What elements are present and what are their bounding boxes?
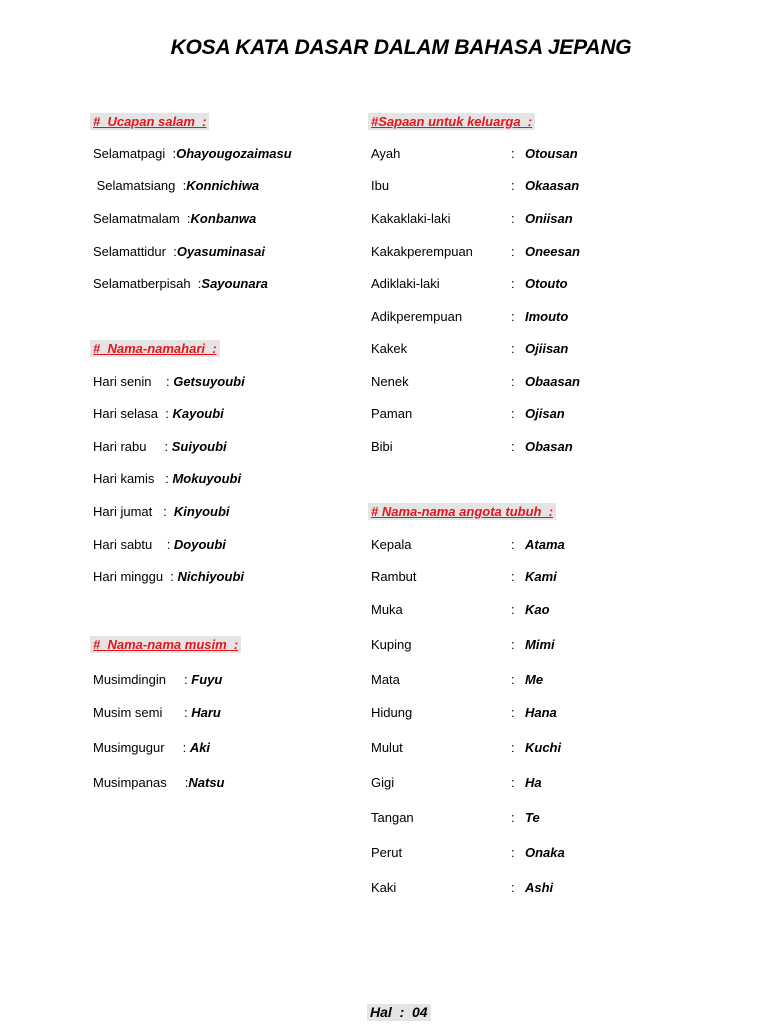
greeting-label: Selamatmalam : — [93, 211, 191, 226]
greeting-value: Ohayougozaimasu — [176, 146, 292, 161]
season-label: Musimpanas : — [93, 775, 189, 790]
family-value: Ojisan — [525, 406, 565, 421]
colon: : — [511, 341, 515, 356]
day-label: Hari sabtu : — [93, 537, 174, 552]
day-value: Doyoubi — [173, 537, 226, 552]
colon: : — [511, 439, 515, 454]
body-part-label: Tangan — [371, 810, 414, 825]
body-part-row — [371, 704, 557, 721]
body-part-value: Mimi — [525, 637, 555, 652]
season-value: Natsu — [188, 775, 225, 790]
body-part-value: Kami — [525, 569, 557, 584]
family-row — [371, 145, 578, 162]
body-part-value: Hana — [525, 705, 557, 720]
colon: : — [511, 637, 515, 652]
greeting-row — [93, 243, 265, 260]
season-label: Musimgugur : — [93, 740, 190, 755]
body-part-value: Ha — [525, 775, 542, 790]
family-value: Obasan — [525, 439, 573, 454]
colon: : — [511, 672, 515, 687]
colon: : — [511, 244, 515, 259]
body-part-label: Kaki — [371, 880, 397, 895]
body-part-label: Kepala — [371, 537, 412, 552]
family-label: Ayah — [371, 146, 401, 161]
family-value: Obaasan — [525, 374, 580, 389]
greeting-row — [93, 210, 256, 227]
day-row — [93, 373, 245, 390]
body-part-row — [371, 739, 562, 756]
body-part-value: Ashi — [525, 880, 554, 895]
section-heading-family: #Sapaan untuk keluarga : — [368, 113, 535, 130]
greeting-label: Selamattidur : — [93, 244, 177, 259]
family-value: Imouto — [525, 309, 569, 324]
family-row — [371, 308, 569, 325]
day-label: Hari senin : — [93, 374, 174, 389]
body-part-row — [371, 568, 557, 585]
family-label: Kakaklaki-laki — [371, 211, 451, 226]
day-row — [93, 568, 244, 585]
body-part-row — [371, 844, 565, 861]
body-part-value: Kao — [525, 602, 550, 617]
body-part-row — [371, 536, 565, 553]
season-value: Fuyu — [191, 672, 223, 687]
page-title: KOSA KATA DASAR DALAM BAHASA JEPANG — [170, 36, 632, 59]
greeting-row — [93, 275, 268, 292]
colon: : — [511, 406, 515, 421]
colon: : — [511, 740, 515, 755]
family-value: Oniisan — [525, 211, 573, 226]
body-part-label: Perut — [371, 845, 403, 860]
body-part-value: Te — [525, 810, 540, 825]
season-label: Musimdingin : — [93, 672, 192, 687]
family-row — [371, 373, 580, 390]
section-heading-seasons: # Nama-nama musim : — [90, 636, 241, 653]
greeting-value: Oyasuminasai — [176, 244, 265, 259]
colon: : — [511, 537, 515, 552]
colon: : — [511, 880, 515, 895]
body-part-row — [371, 809, 540, 826]
family-label: Nenek — [371, 374, 409, 389]
body-part-row — [371, 774, 542, 791]
body-part-row — [371, 671, 544, 688]
season-value: Aki — [189, 740, 211, 755]
body-part-label: Mata — [371, 672, 400, 687]
greeting-value: Sayounara — [201, 276, 268, 291]
body-part-label: Muka — [371, 602, 403, 617]
greeting-value: Konbanwa — [190, 211, 257, 226]
family-label: Kakek — [371, 341, 408, 356]
colon: : — [511, 810, 515, 825]
colon: : — [511, 276, 515, 291]
season-row — [93, 774, 225, 791]
family-value: Okaasan — [525, 178, 580, 193]
family-value: Otousan — [525, 146, 578, 161]
body-part-value: Kuchi — [525, 740, 562, 755]
season-label: Musim semi : — [93, 705, 192, 720]
family-value: Otouto — [525, 276, 568, 291]
greeting-label: Selamatpagi : — [93, 146, 177, 161]
family-label: Adikperempuan — [371, 309, 463, 324]
body-part-row — [371, 601, 550, 618]
body-part-value: Me — [525, 672, 544, 687]
family-label: Adiklaki-laki — [371, 276, 440, 291]
section-heading-days: # Nama-namahari : — [90, 340, 220, 357]
day-value: Kayoubi — [172, 406, 224, 421]
season-value: Haru — [191, 705, 221, 720]
family-value: Oneesan — [525, 244, 580, 259]
body-part-label: Mulut — [371, 740, 403, 755]
day-value: Nichiyoubi — [177, 569, 244, 584]
colon: : — [511, 374, 515, 389]
family-row — [371, 275, 568, 292]
day-row — [93, 503, 230, 520]
greeting-label: Selamatberpisah : — [93, 276, 202, 291]
body-part-label: Kuping — [371, 637, 412, 652]
colon: : — [511, 211, 515, 226]
day-row — [93, 405, 224, 422]
colon: : — [511, 845, 515, 860]
body-part-label: Gigi — [371, 775, 395, 790]
family-row — [371, 405, 565, 422]
greeting-row — [93, 145, 292, 162]
section-heading-body: # Nama-nama angota tubuh : — [368, 503, 556, 520]
colon: : — [511, 705, 515, 720]
day-label: Hari jumat : — [93, 504, 174, 519]
section-heading-greetings: # Ucapan salam : — [90, 113, 209, 130]
body-part-value: Onaka — [525, 845, 565, 860]
family-row — [371, 210, 573, 227]
day-row — [93, 438, 227, 455]
colon: : — [511, 309, 515, 324]
colon: : — [511, 775, 515, 790]
day-label: Hari rabu : — [93, 439, 172, 454]
season-row — [93, 704, 221, 721]
family-row — [371, 177, 580, 194]
body-part-value: Atama — [525, 537, 565, 552]
colon: : — [511, 146, 515, 161]
day-value: Mokuyoubi — [172, 471, 242, 486]
day-value: Getsuyoubi — [173, 374, 245, 389]
body-part-row — [371, 636, 555, 653]
body-part-row — [371, 879, 554, 896]
family-value: Ojiisan — [525, 341, 569, 356]
family-row — [371, 340, 569, 357]
family-row — [371, 243, 580, 260]
family-label: Bibi — [371, 439, 393, 454]
family-label: Kakakperempuan — [371, 244, 473, 259]
day-row — [93, 470, 241, 487]
family-label: Paman — [371, 406, 413, 421]
colon: : — [511, 569, 515, 584]
family-label: Ibu — [371, 178, 390, 193]
season-row — [93, 739, 210, 756]
day-label: Hari minggu : — [93, 569, 178, 584]
greeting-row — [93, 177, 259, 194]
colon: : — [511, 602, 515, 617]
day-row — [93, 536, 226, 553]
day-label: Hari selasa : — [93, 406, 173, 421]
family-row — [371, 438, 573, 455]
day-value: Kinyoubi — [173, 504, 230, 519]
colon: : — [511, 178, 515, 193]
greeting-label: Selamatsiang : — [93, 178, 187, 193]
day-value: Suiyoubi — [171, 439, 227, 454]
body-part-label: Hidung — [371, 705, 413, 720]
season-row — [93, 671, 222, 688]
day-label: Hari kamis : — [93, 471, 173, 486]
body-part-label: Rambut — [371, 569, 417, 584]
page-number: Hal : 04 — [367, 1004, 431, 1021]
greeting-value: Konnichiwa — [186, 178, 260, 193]
